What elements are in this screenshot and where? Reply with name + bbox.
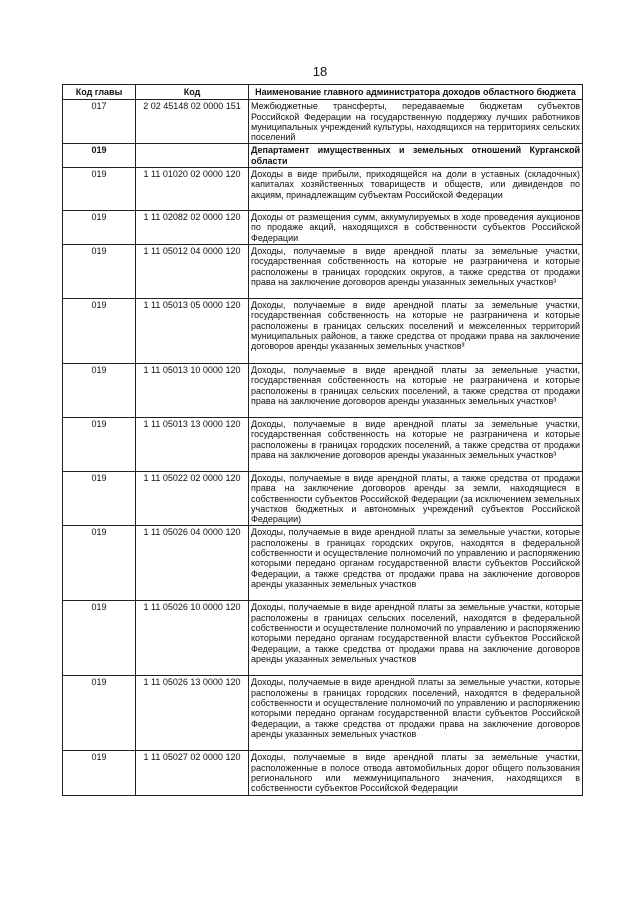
revenue-name-cell: Доходы, получаемые в виде арендной платы за земельные участки, государственная собственность на которые не разграничена и которые расположены в границах сельских поселений, а также средства от продажи права на заключение договоров аренды указанных земельных участков³ (249, 363, 583, 417)
revenue-name-cell: Доходы от размещения сумм, аккумулируемых в ходе проведения аукционов по продаже акций, находящихся в собственности субъектов Российской Федерации (249, 211, 583, 245)
table-row (63, 244, 583, 298)
revenue-name-cell: Департамент имущественных и земельных отношений Курганской области (249, 144, 583, 168)
budget-code-cell: 1 11 01020 02 0000 120 (136, 168, 249, 211)
chapter-code-cell: 019 (63, 298, 136, 363)
budget-code-cell: 1 11 05027 02 0000 120 (136, 751, 249, 795)
chapter-code-cell: 019 (63, 417, 136, 471)
budget-code-cell: 1 11 05026 13 0000 120 (136, 676, 249, 751)
revenue-name-cell: Доходы, получаемые в виде арендной платы, а также средства от продажи права на заключение договоров аренды за земли, находящиеся в собственности субъектов Российской Федерации (за исключением земельных участков бюджетных и автономных учреждений субъектов Российской Федерации) (249, 471, 583, 525)
budget-code-cell: 1 11 02082 02 0000 120 (136, 211, 249, 245)
chapter-code-cell: 019 (63, 676, 136, 751)
revenue-name-cell: Доходы, получаемые в виде арендной платы за земельные участки, государственная собственность на которые не разграничена и которые расположены в границах городских поселений, а также средства от продажи права на заключение договоров аренды указанных земельных участков³ (249, 417, 583, 471)
table-row (63, 144, 583, 168)
chapter-code-cell: 019 (63, 751, 136, 795)
budget-code-cell: 1 11 05022 02 0000 120 (136, 471, 249, 525)
table-row (63, 298, 583, 363)
budget-code-cell: 1 11 05026 04 0000 120 (136, 526, 249, 601)
chapter-code-cell: 019 (63, 211, 136, 245)
page-number: 18 (312, 64, 328, 79)
table-row (63, 676, 583, 751)
chapter-code-cell: 019 (63, 168, 136, 211)
budget-code-cell: 1 11 05013 13 0000 120 (136, 417, 249, 471)
budget-code-cell (136, 144, 249, 168)
table-header-row (63, 85, 583, 100)
chapter-code-cell: 019 (63, 144, 136, 168)
chapter-code-cell: 019 (63, 471, 136, 525)
table-row (63, 417, 583, 471)
budget-code-cell: 1 11 05013 10 0000 120 (136, 363, 249, 417)
table-row (63, 211, 583, 245)
header-code: Код (136, 85, 249, 100)
chapter-code-cell: 019 (63, 363, 136, 417)
revenue-name-cell: Межбюджетные трансферты, передаваемые бюджетам субъектов Российской Федерации на государственную поддержку лучших работников муниципальных учреждений культуры, находящихся на территориях сельских поселений (249, 100, 583, 144)
chapter-code-cell: 019 (63, 244, 136, 298)
chapter-code-cell: 019 (63, 601, 136, 676)
revenue-name-cell: Доходы, получаемые в виде арендной платы за земельные участки, расположенные в полосе отвода автомобильных дорог общего пользования регионального или межмуниципального значения, находящихся в собственности субъектов Российской Федерации (249, 751, 583, 795)
table-row (63, 751, 583, 795)
table-row (63, 100, 583, 144)
revenue-name-cell: Доходы, получаемые в виде арендной платы за земельные участки, которые расположены в границах сельских поселений, находятся в федеральной собственности и осуществление полномочий по управлению и распоряжению которыми передано органам государственной власти субъектов Российской Федерации, а также средства от продажи права на заключение договоров аренды указанных земельных участков (249, 601, 583, 676)
header-administrator-name: Наименование главного администратора доходов областного бюджета (249, 85, 583, 100)
header-chapter-code: Код главы (63, 85, 136, 100)
table-row (63, 526, 583, 601)
revenue-name-cell: Доходы, получаемые в виде арендной платы за земельные участки, государственная собственность на которые не разграничена и которые расположены в границах городских округов, а также средства от продажи права на заключение договоров аренды указанных земельных участков³ (249, 244, 583, 298)
budget-code-cell: 1 11 05026 10 0000 120 (136, 601, 249, 676)
table-row (63, 601, 583, 676)
budget-code-cell: 1 11 05013 05 0000 120 (136, 298, 249, 363)
budget-code-cell: 1 11 05012 04 0000 120 (136, 244, 249, 298)
revenue-name-cell: Доходы, получаемые в виде арендной платы за земельные участки, государственная собственность на которые не разграничена и которые расположены в границах сельских поселений и межселенных территорий муниципальных районов, а также средства от продажи права на заключение договоров аренды указанных земельных участков³ (249, 298, 583, 363)
table-row (63, 168, 583, 211)
revenue-name-cell: Доходы, получаемые в виде арендной платы за земельные участки, которые расположены в границах городских поселений, находятся в федеральной собственности и осуществление полномочий по управлению и распоряжению которыми передано органам государственной власти субъектов Российской Федерации, а также средства от продажи права на заключение договоров аренды указанных земельных участков (249, 676, 583, 751)
budget-code-cell: 2 02 45148 02 0000 151 (136, 100, 249, 144)
revenue-name-cell: Доходы в виде прибыли, приходящейся на доли в уставных (складочных) капиталах хозяйственных товариществ и обществ, или дивидендов по акциям, принадлежащим субъектам Российской Федерации (249, 168, 583, 211)
chapter-code-cell: 019 (63, 526, 136, 601)
table-body (63, 100, 583, 795)
table-row (63, 363, 583, 417)
revenue-administrators-table (62, 84, 583, 796)
revenue-name-cell: Доходы, получаемые в виде арендной платы за земельные участки, которые расположены в границах городских округов, находятся в федеральной собственности и осуществление полномочий по управлению и распоряжению которыми передано органам государственной власти субъектов Российской Федерации, а также средства от продажи права на заключение договоров аренды указанных земельных участков (249, 526, 583, 601)
chapter-code-cell: 017 (63, 100, 136, 144)
table-row (63, 471, 583, 525)
